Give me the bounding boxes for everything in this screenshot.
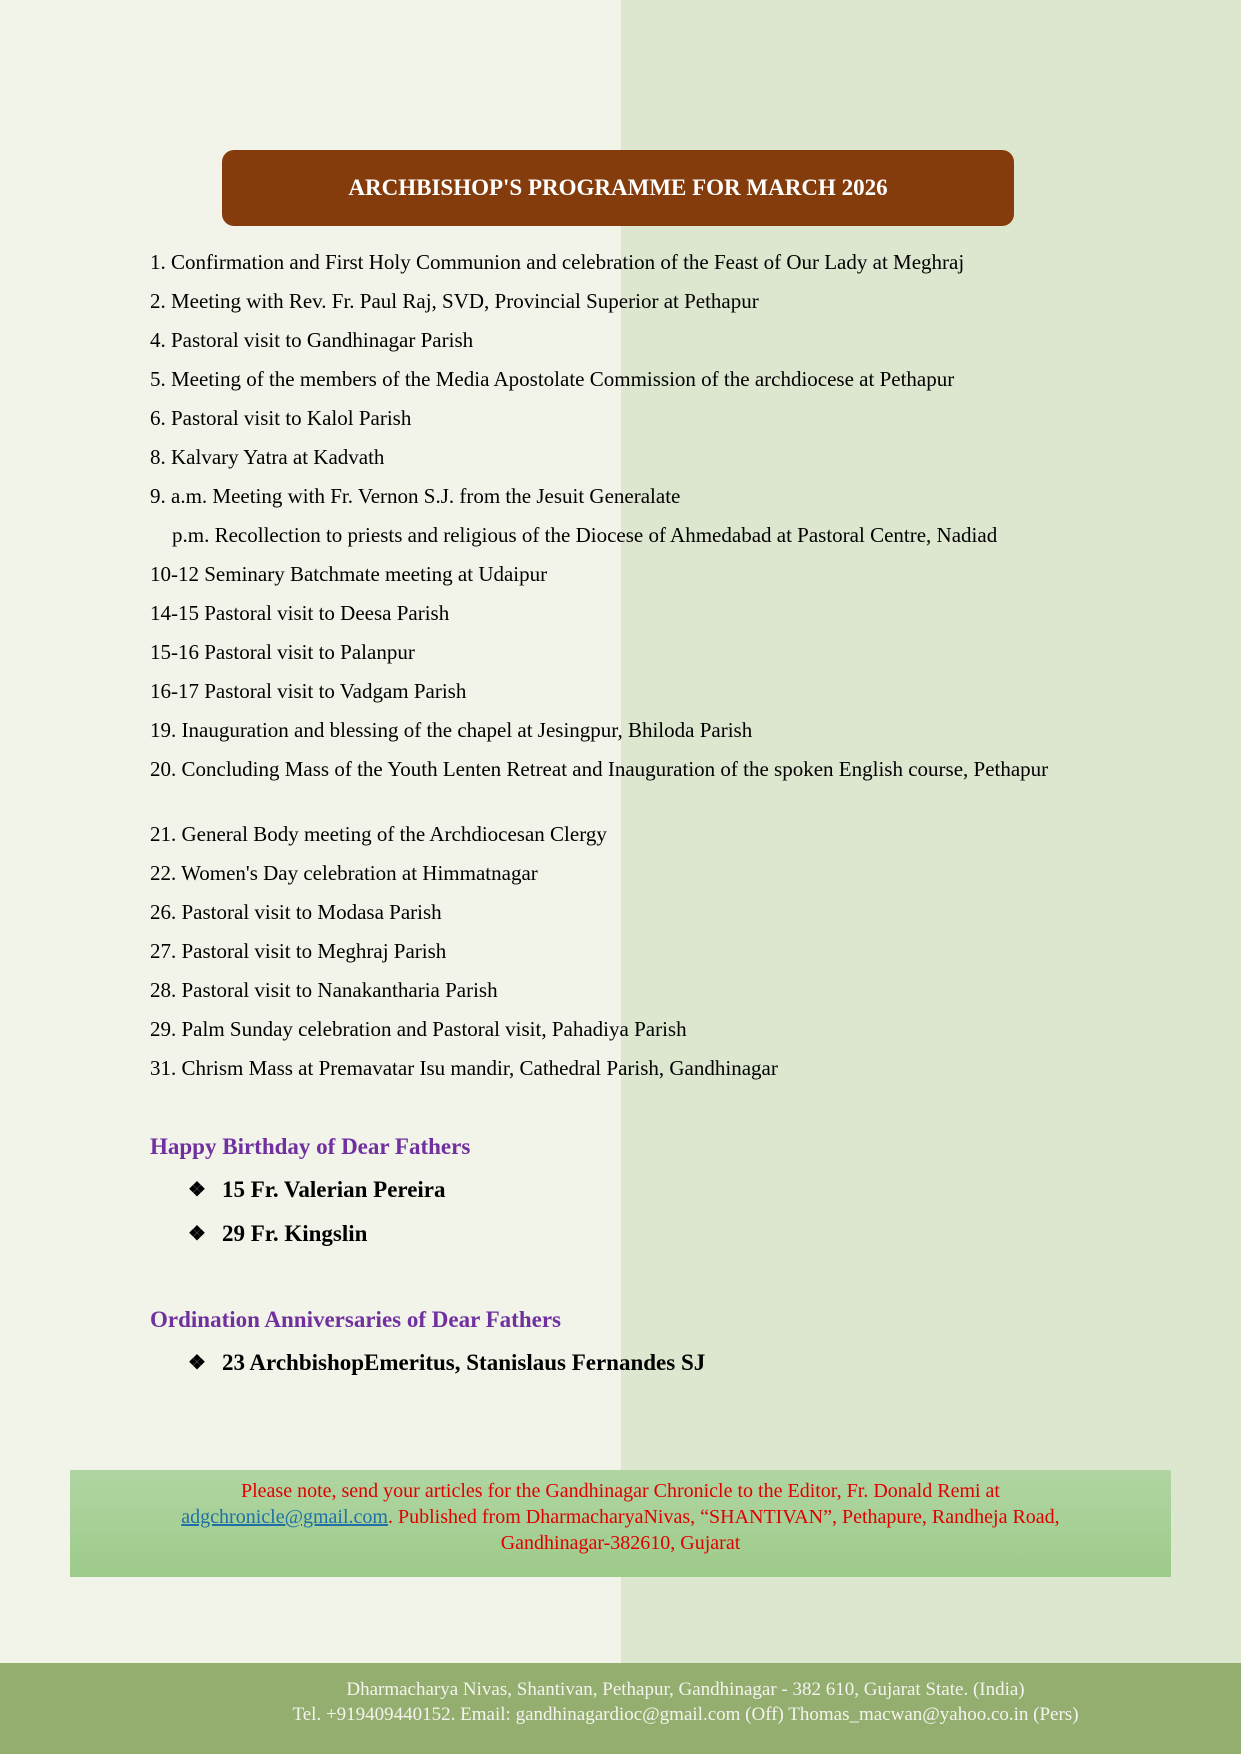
birthday-item — [188, 1177, 446, 1203]
editor-email-link[interactable]: adgchronicle@gmail.com — [181, 1506, 388, 1528]
note-line-2: . Published from DharmacharyaNivas, “SHANTIVAN”, Pethapure, Randheja Road, — [387, 1506, 1060, 1528]
list-item: 28. Pastoral visit to Nanakantharia Parish — [150, 978, 498, 1002]
ordination-item — [188, 1350, 705, 1376]
list-item: 15-16 Pastoral visit to Palanpur — [150, 640, 415, 664]
birthday-item — [188, 1221, 367, 1247]
list-item: 2. Meeting with Rev. Fr. Paul Raj, SVD, Provincial Superior at Pethapur — [150, 289, 759, 313]
list-item: 22. Women's Day celebration at Himmatnagar — [150, 861, 538, 885]
list-item: 26. Pastoral visit to Modasa Parish — [150, 900, 442, 924]
page-footer — [0, 1663, 1241, 1754]
list-item: 10-12 Seminary Batchmate meeting at Udaipur — [150, 562, 548, 586]
birthday-heading: Happy Birthday of Dear Fathers — [150, 1134, 471, 1159]
editor-note-box — [70, 1470, 1171, 1577]
list-item: 4. Pastoral visit to Gandhinagar Parish — [150, 328, 474, 352]
ordination-heading: Ordination Anniversaries of Dear Fathers — [150, 1307, 561, 1332]
diamond-bullet-icon: ❖ — [188, 1352, 206, 1374]
list-item: 1. Confirmation and First Holy Communion and celebration of the Feast of Our Lady at Meghraj — [150, 250, 965, 274]
birthday-name: 29 Fr. Kingslin — [221, 1221, 368, 1246]
footer-address: Dharmacharya Nivas, Shantivan, Pethapur, Gandhinagar - 382 610, Gujarat State. (India) — [346, 1679, 1025, 1700]
list-item: 8. Kalvary Yatra at Kadvath — [150, 445, 385, 469]
diamond-bullet-icon: ❖ — [188, 1223, 206, 1245]
list-item: 6. Pastoral visit to Kalol Parish — [150, 406, 412, 430]
list-item: 19. Inauguration and blessing of the chapel at Jesingpur, Bhiloda Parish — [150, 718, 753, 742]
ordination-name: 23 ArchbishopEmeritus, Stanislaus Fernandes SJ — [221, 1350, 706, 1375]
list-item: 9. a.m. Meeting with Fr. Vernon S.J. from the Jesuit Generalate — [150, 484, 681, 508]
birthday-name: 15 Fr. Valerian Pereira — [221, 1177, 446, 1202]
note-line-3: Gandhinagar-382610, Gujarat — [500, 1532, 741, 1554]
diamond-bullet-icon: ❖ — [188, 1179, 206, 1201]
programme-title-banner — [222, 150, 1014, 226]
page-title: ARCHBISHOP'S PROGRAMME FOR MARCH 2026 — [348, 175, 888, 200]
programme-list — [150, 246, 1090, 1091]
list-item: 16-17 Pastoral visit to Vadgam Parish — [150, 679, 467, 703]
footer-contact: Tel. +919409440152. Email: gandhinagardioc@gmail.com (Off) Thomas_macwan@yahoo.co.in (Pers) — [292, 1704, 1079, 1725]
list-item: 5. Meeting of the members of the Media Apostolate Commission of the archdiocese at Pethapur — [150, 367, 955, 391]
list-item: 21. General Body meeting of the Archdiocesan Clergy — [150, 822, 607, 846]
list-item: 27. Pastoral visit to Meghraj Parish — [150, 939, 447, 963]
list-item: p.m. Recollection to priests and religious of the Diocese of Ahmedabad at Pastoral Centre, Nadiad — [172, 523, 998, 547]
list-item: 31. Chrism Mass at Premavatar Isu mandir, Cathedral Parish, Gandhinagar — [150, 1056, 778, 1080]
list-item: 14-15 Pastoral visit to Deesa Parish — [150, 601, 450, 625]
list-item: 29. Palm Sunday celebration and Pastoral visit, Pahadiya Parish — [150, 1017, 687, 1041]
list-item: 20. Concluding Mass of the Youth Lenten Retreat and Inauguration of the spoken English course, Pethapur — [150, 757, 1049, 781]
note-line-1: Please note, send your articles for the Gandhinagar Chronicle to the Editor, Fr. Donald Remi at — [240, 1480, 1000, 1502]
